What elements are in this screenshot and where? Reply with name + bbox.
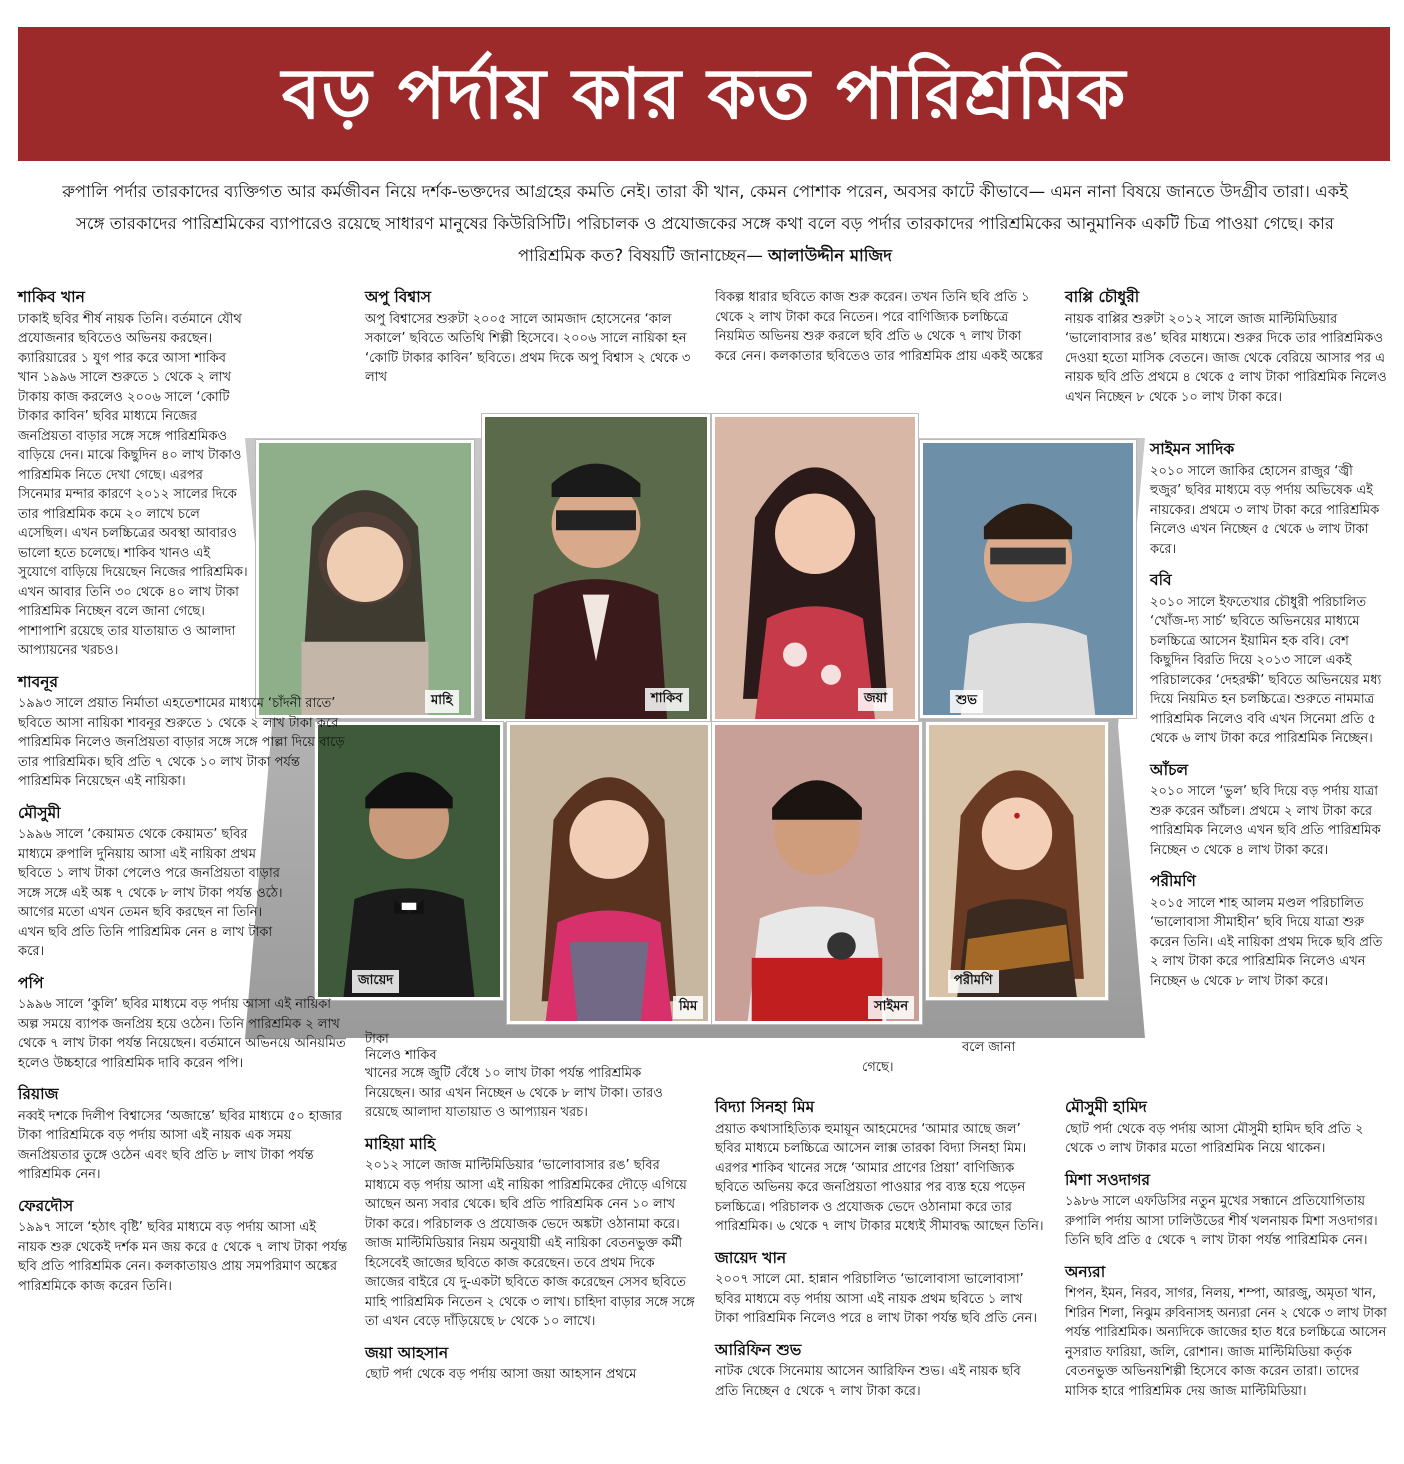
section-achol <box>1150 761 1385 861</box>
column-1 <box>18 288 348 1308</box>
section-text: নাটক থেকে সিনেমায় আসেন আরিফিন শুভ। এই নায়ক ছবি প্রতি নিচ্ছেন ৫ থেকে ৭ লাখ টাকা করে। <box>715 1364 1021 1399</box>
photo-pori <box>926 722 1108 1000</box>
section-title: অন্যরা <box>1065 1262 1106 1281</box>
section-title: মিশা সওদাগর <box>1065 1170 1151 1189</box>
apu-continued-2: নিলেও শাকিব <box>365 1048 437 1063</box>
caption-shuvo: শুভ <box>950 690 983 713</box>
section-text: ছোট পর্দা থেকে বড় পর্দায় আসা জয়া আহসান প্রথমে <box>365 1367 637 1382</box>
column-3-top <box>715 288 1045 378</box>
byline: আলাউদ্দীন মাজিদ <box>768 246 892 265</box>
section-title: রিয়াজ <box>18 1085 59 1103</box>
column-4-top <box>1065 288 1387 419</box>
section-shabnur <box>18 673 348 792</box>
photo-shakib <box>482 414 710 722</box>
section-text: ২০১০ সালে ‘ভুল’ ছবি দিয়ে বড় পর্দায় যাত্রা শুরু করেন আঁচল। প্রথমে ২ লাখ টাকা করে পারিশ্রমিক নিলেও এখন ছবি প্রতি পারিশ্রমিক নিচ্ছেন ৩ থেকে ৪ লাখ টাকা করে। <box>1150 784 1381 858</box>
section-text: ২০১০ সালে ইফতেখার চৌধুরী পরিচালিত ‘খোঁজ-দ্য সার্চ’ ছবিতে অভিনয়ের মাধ্যমে চলচ্চিত্রে আসেন ইয়ামিন হক ববি। বেশ কিছুদিন বিরতি দিয়ে ২০১৩ সালে একই পরিচালকের ‘দেহরক্ষী’ ছবিতে অভিনয়ের মধ্য দিয়ে নিয়মিত হন চলচ্চিত্রে। শুরুতে নামমাত্র পারিশ্রমিক নিলেও ববি এখন সিনেমা প্রতি ৫ থেকে ৬ লাখ টাকা করে পারিশ্রমিক নিচ্ছেন। <box>1150 594 1382 746</box>
joya-continued-2: বলে জানা <box>962 1040 1016 1055</box>
section-text: প্রয়াত কথাসাহিত্যিক হুমায়ূন আহমেদের ‘আমার আছে জল’ ছবির মাধ্যমে চলচ্চিত্রে আসেন লাক্স তারকা বিদ্যা সিনহা মিম। এরপর শাকিব খানের সঙ্গে ‘আমার প্রাণের প্রিয়া’ বাণিজ্যিক ছবিতে অভিনয় করে জনপ্রিয়তা পাওয়ার পর ব্যস্ত হয়ে পড়েন চলচ্চিত্রে। পরিচালক ও প্রযোজক ভেদে ওঠানামা করে তার পারিশ্রমিক। ৬ থেকে ৭ লাখ টাকার মধ্যেই সীমাবদ্ধ আছেন তিনি। <box>715 1121 1044 1234</box>
caption-shakib: শাকিব <box>645 688 689 711</box>
section-shakib <box>18 288 248 661</box>
section-title: জায়েদ খান <box>715 1248 787 1267</box>
section-title: মৌসুমী হামিদ <box>1065 1098 1147 1116</box>
section-text: অপু বিশ্বাসের শুরুটা ২০০৫ সালে আমজাদ হোসেনের ‘কাল সকালে’ ছবিতে অতিথি শিল্পী হিসেবে। ২০০৬ সালে নায়িকা হন ‘কোটি টাকার কাবিন’ ছবিতে। প্রথম দিকে অপু বিশ্বাস ২ থেকে ৩ লাখ <box>365 311 691 385</box>
section-title: আরিফিন শুভ <box>715 1340 802 1359</box>
section-popy <box>18 974 348 1074</box>
section-text: ১৯৯৭ সালে ‘হঠাৎ বৃষ্টি’ ছবির মাধ্যমে বড় পর্দায় আসা এই নায়ক শুরু থেকেই দর্শক মন জয় করে ৫ থেকে ৭ লাখ টাকা পর্যন্ত ছবি প্রতি পারিশ্রমিক নেন। কলকাতায়ও প্রায় সমপরিমাণ অঙ্কের পারিশ্রমিকে কাজ করেন তিনি। <box>18 1220 348 1294</box>
section-mahi <box>365 1135 695 1332</box>
caption-joya: জয়া <box>858 688 893 711</box>
photo-shuvo <box>920 440 1136 718</box>
section-title: অপু বিশ্বাস <box>365 288 431 306</box>
column-2-top <box>365 288 695 400</box>
section-text: ঢাকাই ছবির শীর্ষ নায়ক তিনি। বর্তমানে যৌথ প্রযোজনার ছবিতেও অভিনয় করছেন। ক্যারিয়ারের ১ যুগ পার করে আসা শাকিব খান ১৯৯৬ সালে শুরুতে ১ থেকে ২ লাখ টাকায় কাজ করলেও ২০০৬ সালে ‘কোটি টাকার কাবিন’ ছবির মাধ্যমে নিজের জনপ্রিয়তা বাড়ার সঙ্গে সঙ্গে পারিশ্রমিকও বাড়িয়ে দেন। মাঝে কিছুদিন ৪০ লাখ টাকাও পারিশ্রমিক নিতে দেখা গেছে। এরপর সিনেমার মন্দার কারণে ২০১২ সালের দিকে তার পারিশ্রমিক কমে ২০ লাখে চলে এসেছিল। এখন চলচ্চিত্রের অবস্থা আবারও ভালো হতে চলেছে। শাকিব খানও এই সুযোগে বাড়িয়ে দিয়েছেন নিজের পারিশ্রমিক। এখন আবার তিনি ৩০ থেকে ৪০ লাখ টাকা পারিশ্রমিক নিচ্ছেন বলে জানা গেছে। পাশাপাশি রয়েছে তার যাতায়াত ও আলাদা আপ্যায়নের খরচও। <box>18 311 248 658</box>
joya-continued-3: গেছে। <box>862 1060 894 1075</box>
section-title: মাহিয়া মাহি <box>365 1134 436 1153</box>
section-zayed <box>715 1249 1045 1329</box>
section-symon <box>1150 440 1385 559</box>
section-text: ১৯৯৬ সালে ‘কেয়ামত থেকে কেয়ামত’ ছবির মাধ্যমে রুপালি দুনিয়ায় আসা এই নায়িকা প্রথম ছবিতে ১ লাখ টাকা পেলেও পরে জনপ্রিয়তা বাড়ার সঙ্গে সঙ্গে এই অঙ্ক ৭ থেকে ৮ লাখ টাকা পর্যন্ত ওঠে। আগের মতো এখন তেমন ছবি করছেন না তিনি। এখন ছবি প্রতি তিনি পারিশ্রমিক নেন ৪ লাখ টাকা করে। <box>18 827 283 959</box>
section-text: নব্বই দশকে দিলীপ বিশ্বাসের ‘অজান্তে’ ছবির মাধ্যমে ৫০ হাজার টাকা পারিশ্রমিকে বড় পর্দায় আসা এই নায়ক এক সময় জনপ্রিয়তার তুঙ্গে ওঠেন এবং ছবি প্রতি ৮ লাখ টাকা পর্যন্ত পারিশ্রমিক নেন। <box>18 1108 343 1182</box>
caption-mahi: মাহি <box>425 690 459 713</box>
section-title: মৌসুমী <box>18 803 61 822</box>
section-title: বাপ্পি চৌধুরী <box>1065 288 1140 306</box>
section-others <box>1065 1263 1387 1402</box>
section-text: ১৯৮৬ সালে এফডিসির নতুন মুখের সন্ধানে প্রতিযোগিতায় রুপালি পর্দায় আসা ঢালিউডের শীর্ষ খলনায়ক মিশা সওদাগর। তিনি ছবি প্রতি ৫ থেকে ৭ লাখ টাকা পর্যন্ত পারিশ্রমিক নেন। <box>1065 1194 1378 1248</box>
photo-joya <box>712 414 918 722</box>
intro-paragraph <box>60 176 1350 272</box>
section-text: ২০১০ সালে জাকির হোসেন রাজুর ‘জ্বী হুজুর’ ছবির মাধ্যমে বড় পর্দায় অভিষেক এই নায়কের। প্রথমে ৩ লাখ টাকা করে পারিশ্রমিক নিলেও এখন নিচ্ছেন ৫ থেকে ৬ লাখ টাকা করে। <box>1150 463 1380 557</box>
section-title: শাকিব খান <box>18 288 85 306</box>
section-title: পপি <box>18 973 44 992</box>
apu-continued-3: খানের সঙ্গে জুটি বেঁধে ১০ লাখ টাকা পর্যন্ত পারিশ্রমিক নিয়েছেন। আর এখন নিচ্ছেন ৬ থেকে ৮ লাখ টাকা। তারও রয়েছে আলাদা যাতায়াত ও আপ্যায়ন খরচ। <box>365 1066 663 1120</box>
headline: বড় পর্দায় কার কত পারিশ্রমিক <box>281 53 1127 135</box>
intro-text: রুপালি পর্দার তারকাদের ব্যক্তিগত আর কর্মজীবন নিয়ে দর্শক-ভক্তদের আগ্রহের কমতি নেই। তারা কী খান, কেমন পোশাক পরেন, অবসর কাটে কীভাবে— এমন নানা বিষয়ে জানতে উদগ্রীব তারা। একই সঙ্গে তারকাদের পারিশ্রমিকের ব্যাপারেও রয়েছে সাধারণ মানুষের কিউরিসিটি। পরিচালক ও প্রযোজকের সঙ্গে কথা বলে বড় পর্দার তারকাদের পারিশ্রমিকের আনুমানিক একটি চিত্র পাওয়া গেছে। কার পারিশ্রমিক কত? বিষয়টি জানাচ্ছেন— <box>62 182 1348 265</box>
column-2-bottom <box>365 1064 695 1397</box>
section-apu <box>365 288 695 388</box>
section-ferdous <box>18 1197 348 1297</box>
headline-banner <box>18 27 1390 161</box>
section-moushumi-hamid <box>1065 1098 1387 1159</box>
caption-zayed: জায়েদ <box>352 970 399 993</box>
section-bappy <box>1065 288 1387 407</box>
section-text: ছোট পর্দা থেকে বড় পর্দায় আসা মৌসুমী হামিদ ছবি প্রতি ২ থেকে ৩ লাখ টাকার মতো পারিশ্রমিক নিয়ে থাকেন। <box>1065 1121 1364 1156</box>
section-text: ২০১২ সালে জাজ মাল্টিমিডিয়ার ‘ভালোবাসার রঙ’ ছবির মাধ্যমে বড় পর্দায় আসা এই নায়িকা পারিশ্রমিকের দৌড়ে এগিয়ে আছেন অন্য সবার থেকে। ছবি প্রতি পারিশ্রমিক নেন ১০ লাখ টাকা করে। পরিচালক ও প্রযোজক ভেদে অঙ্কটা ওঠানামা করে। জাজ মাল্টিমিডিয়ার নিয়ম অনুযায়ী এই নায়িকা বেতনভুক্ত কর্মী হিসেবেই জাজের ছবিতে কাজ করেছেন। তবে প্রথম দিকে জাজের বাইরে যে দু-একটা ছবিতে কাজ করেছেন সেসব ছবিতে মাহি পারিশ্রমিক নিতেন ২ থেকে ৩ লাখ। চাহিদা বাড়ার সঙ্গে সঙ্গে তা এখন বেড়ে দাঁড়িয়েছে ৮ থেকে ১০ লাখে। <box>365 1158 695 1329</box>
caption-symon: সাইমন <box>868 996 914 1019</box>
joya-continued: বিকল্প ধারার ছবিতে কাজ শুরু করেন। তখন তিনি ছবি প্রতি ১ থেকে ২ লাখ টাকা করে নিতেন। পরে বাণিজ্যিক চলচ্চিত্রে নিয়মিত অভিনয় শুরু করলে ছবি প্রতি ৬ থেকে ৭ লাখ টাকা করে নেন। কলকাতার ছবিতেও তার পারিশ্রমিক প্রায় একই অঙ্কের <box>715 290 1043 364</box>
section-riaz <box>18 1085 348 1185</box>
section-title: পরীমণি <box>1150 872 1196 890</box>
section-title: ফেরদৌস <box>18 1196 74 1215</box>
section-pori <box>1150 872 1385 991</box>
section-text: নায়ক বাপ্পির শুরুটা ২০১২ সালে জাজ মাল্টিমিডিয়ার ‘ভালোবাসার রঙ’ ছবির মাধ্যমে। শুরুর দিকে তার পারিশ্রমিকও দেওয়া হতো মাসিক বেতনে। জাজ থেকে বেরিয়ে আসার পর এ নায়ক ছবি প্রতি প্রথমে ৪ থেকে ৫ লাখ টাকা পারিশ্রমিক নিলেও এখন নিচ্ছেন ৮ থেকে ১০ লাখ টাকা করে। <box>1065 311 1387 405</box>
section-title: শাবনূর <box>18 672 59 691</box>
caption-mim: মিম <box>673 996 703 1019</box>
section-arifin <box>715 1341 1045 1402</box>
section-text: ২০০৭ সালে মো. হান্নান পরিচালিত ‘ভালোবাসা ভালোবাসা’ ছবির মাধ্যমে বড় পর্দায় আসা এই নায়ক প্রথম ছবিতে ১ লাখ টাকা পারিশ্রমিক নিলেও পরে ৪ লাখ টাকা পর্যন্ত ছবি প্রতি নেন। <box>715 1272 1038 1326</box>
photo-mim <box>507 722 711 1024</box>
column-3-bottom <box>715 1098 1045 1413</box>
section-title: আঁচল <box>1150 760 1188 779</box>
section-title: সাইমন সাদিক <box>1150 440 1235 458</box>
section-misha <box>1065 1171 1387 1251</box>
column-4-middle <box>1150 440 1385 1003</box>
section-text: ১৯৯৩ সালে প্রয়াত নির্মাতা এহতেশামের মাধ্যমে ‘চাঁদনী রাতে’ ছবিতে আসা নায়িকা শাবনূর শুরুতে ১ থেকে ২ লাখ টাকা করে পারিশ্রমিক নিলেও জনপ্রিয়তা বাড়ার সঙ্গে সঙ্গে পাল্লা দিয়ে বাড়ে তার পারিশ্রমিক। ছবি প্রতি ৭ থেকে ১০ লাখ টাকা পর্যন্ত পারিশ্রমিক নিয়েছেন এই নায়িকা। <box>18 696 345 789</box>
section-text: শিপন, ইমন, নিরব, সাগর, নিলয়, শম্পা, আরজু, অমৃতা খান, শিরিন শিলা, নিঝুম রুবিনাসহ অন্যরা নেন ২ থেকে ৩ লাখ টাকা পর্যন্ত পারিশ্রমিক। অন্যদিকে জাজের হাত ধরে চলচ্চিত্রে আসেন নুসরাত ফারিয়া, জলি, রোশান। জাজ মাল্টিমিডিয়া কর্তৃক বেতনভুক্ত অভিনয়শিল্পী হিসেবে কাজ করেন তারা। তাদের মাসিক হারে পারিশ্রমিক দেয় জাজ মাল্টিমিডিয়া। <box>1065 1286 1387 1399</box>
caption-pori: পরীমণি <box>948 970 999 993</box>
section-title: জয়া আহসান <box>365 1343 449 1362</box>
section-joya <box>365 1344 695 1385</box>
apu-continued-1: টাকা <box>365 1032 389 1047</box>
section-bobby <box>1150 571 1385 749</box>
section-text: ২০১৫ সালে শাহ আলম মণ্ডল পরিচালিত ‘ভালোবাসা সীমাহীন’ ছবি দিয়ে যাত্রা শুরু করেন তিনি। এই নায়িকা প্রথম দিকে ছবি প্রতি ২ লাখ টাকা করে পারিশ্রমিক নিলেও এখন নিচ্ছেন ৬ থেকে ৮ লাখ টাকা করে। <box>1150 895 1383 989</box>
column-4-bottom <box>1065 1098 1387 1413</box>
section-moushumi <box>18 804 283 962</box>
section-title: বিদ্যা সিনহা মিম <box>715 1098 815 1116</box>
section-text: ১৯৯৬ সালে ‘কুলি’ ছবির মাধ্যমে বড় পর্দায় আসা এই নায়িকা অল্প সময়ে ব্যাপক জনপ্রিয় হয়ে ওঠেন। তিনি পারিশ্রমিক ২ লাখ থেকে ৭ লাখ টাকা পর্যন্ত নিয়েছেন। বর্তমানে অভিনয়ে অনিয়মিত হলেও উচ্চহারে পারিশ্রমিক দাবি করেন পপি। <box>18 997 346 1071</box>
section-bidya <box>715 1098 1045 1237</box>
photo-symon <box>712 722 922 1024</box>
section-title: ববি <box>1150 571 1172 589</box>
